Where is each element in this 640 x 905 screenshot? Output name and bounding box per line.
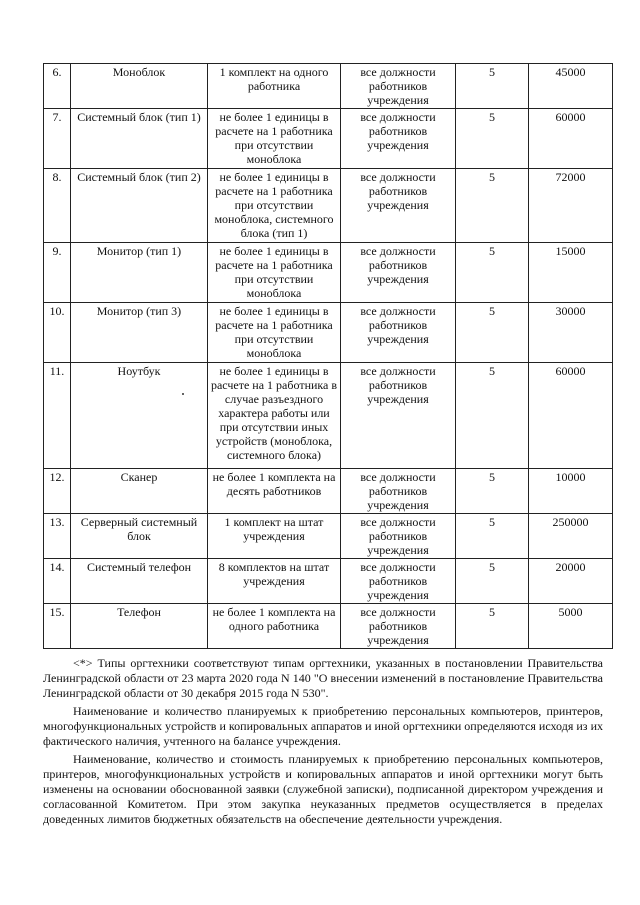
row-number: 10. <box>44 303 71 363</box>
table-row <box>44 303 613 363</box>
item-name: Телефон <box>71 604 208 649</box>
item-price: 45000 <box>529 64 613 109</box>
item-norm: не более 1 комплекта на десять работников <box>208 469 341 514</box>
row-number: 15. <box>44 604 71 649</box>
item-price: 60000 <box>529 363 613 469</box>
item-positions: все должности работников учреждения <box>341 604 456 649</box>
item-years: 5 <box>456 514 529 559</box>
note-footnote: <*> Типы оргтехники соответствуют типам оргтехники, указанных в постановлении Правительства Ленинградской области от 23 марта 2020 года N 140 "О внесении изменений в постановление Правительства Ленинградской области от 30 декабря 2015 года N 530". <box>43 656 603 700</box>
row-number: 13. <box>44 514 71 559</box>
note-paragraph-1: Наименование и количество планируемых к приобретению персональных компьютеров, принтеров, многофункциональных устройств и копировальных аппаратов и иной оргтехники определяются исходя из их фактического наличия, учтенного на балансе учреждения. <box>43 704 603 748</box>
item-positions: все должности работников учреждения <box>341 303 456 363</box>
scan-speck <box>182 393 184 395</box>
item-norm: 1 комплект на одного работника <box>208 64 341 109</box>
item-price: 72000 <box>529 169 613 243</box>
equipment-table <box>43 63 613 649</box>
table-row <box>44 604 613 649</box>
table-row <box>44 109 613 169</box>
table-row <box>44 64 613 109</box>
row-number: 6. <box>44 64 71 109</box>
note-paragraph-2: Наименование, количество и стоимость планируемых к приобретению персональных компьютеров, принтеров, многофункциональных устройств и копировальных аппаратов и иной оргтехники могут быть изменены на основании обоснованной заявки (служебной записки), подписанной директором учреждения и согласованной Комитетом. При этом закупка неуказанных предметов осуществляется в пределах доведенных лимитов бюджетных обязательств на обеспечение деятельности учреждения. <box>43 752 603 826</box>
item-name: Сканер <box>71 469 208 514</box>
item-positions: все должности работников учреждения <box>341 243 456 303</box>
item-positions: все должности работников учреждения <box>341 559 456 604</box>
item-name: Монитор (тип 3) <box>71 303 208 363</box>
item-years: 5 <box>456 109 529 169</box>
item-name: Ноутбук <box>71 363 208 469</box>
table-row <box>44 169 613 243</box>
table-row <box>44 559 613 604</box>
item-name: Системный блок (тип 2) <box>71 169 208 243</box>
item-norm: не более 1 единицы в расчете на 1 работника при отсутствии моноблока <box>208 243 341 303</box>
item-years: 5 <box>456 64 529 109</box>
item-positions: все должности работников учреждения <box>341 169 456 243</box>
item-positions: все должности работников учреждения <box>341 514 456 559</box>
item-norm: 8 комплектов на штат учреждения <box>208 559 341 604</box>
row-number: 12. <box>44 469 71 514</box>
item-name: Моноблок <box>71 64 208 109</box>
row-number: 7. <box>44 109 71 169</box>
item-name: Системный блок (тип 1) <box>71 109 208 169</box>
item-positions: все должности работников учреждения <box>341 109 456 169</box>
table-row <box>44 514 613 559</box>
item-price: 5000 <box>529 604 613 649</box>
row-number: 9. <box>44 243 71 303</box>
item-norm: не более 1 единицы в расчете на 1 работника при отсутствии моноблока <box>208 303 341 363</box>
item-years: 5 <box>456 559 529 604</box>
item-positions: все должности работников учреждения <box>341 363 456 469</box>
item-name: Системный телефон <box>71 559 208 604</box>
item-years: 5 <box>456 469 529 514</box>
item-price: 15000 <box>529 243 613 303</box>
item-price: 60000 <box>529 109 613 169</box>
item-name: Монитор (тип 1) <box>71 243 208 303</box>
item-years: 5 <box>456 303 529 363</box>
table-row <box>44 243 613 303</box>
item-norm: не более 1 комплекта на одного работника <box>208 604 341 649</box>
item-norm: 1 комплект на штат учреждения <box>208 514 341 559</box>
notes-section <box>43 656 603 830</box>
item-price: 250000 <box>529 514 613 559</box>
table-row <box>44 469 613 514</box>
item-norm: не более 1 единицы в расчете на 1 работника при отсутствии моноблока <box>208 109 341 169</box>
equipment-table-body <box>44 64 613 649</box>
item-price: 20000 <box>529 559 613 604</box>
item-price: 30000 <box>529 303 613 363</box>
item-norm: не более 1 единицы в расчете на 1 работника в случае разъездного характера работы или при отсутствии иных устройств (моноблока, системного блока) <box>208 363 341 469</box>
row-number: 14. <box>44 559 71 604</box>
row-number: 8. <box>44 169 71 243</box>
table-row <box>44 363 613 469</box>
item-positions: все должности работников учреждения <box>341 64 456 109</box>
item-years: 5 <box>456 604 529 649</box>
item-positions: все должности работников учреждения <box>341 469 456 514</box>
item-norm: не более 1 единицы в расчете на 1 работника при отсутствии моноблока, системного блока (тип 1) <box>208 169 341 243</box>
item-years: 5 <box>456 363 529 469</box>
row-number: 11. <box>44 363 71 469</box>
item-name: Серверный системный блок <box>71 514 208 559</box>
item-years: 5 <box>456 169 529 243</box>
item-price: 10000 <box>529 469 613 514</box>
item-years: 5 <box>456 243 529 303</box>
